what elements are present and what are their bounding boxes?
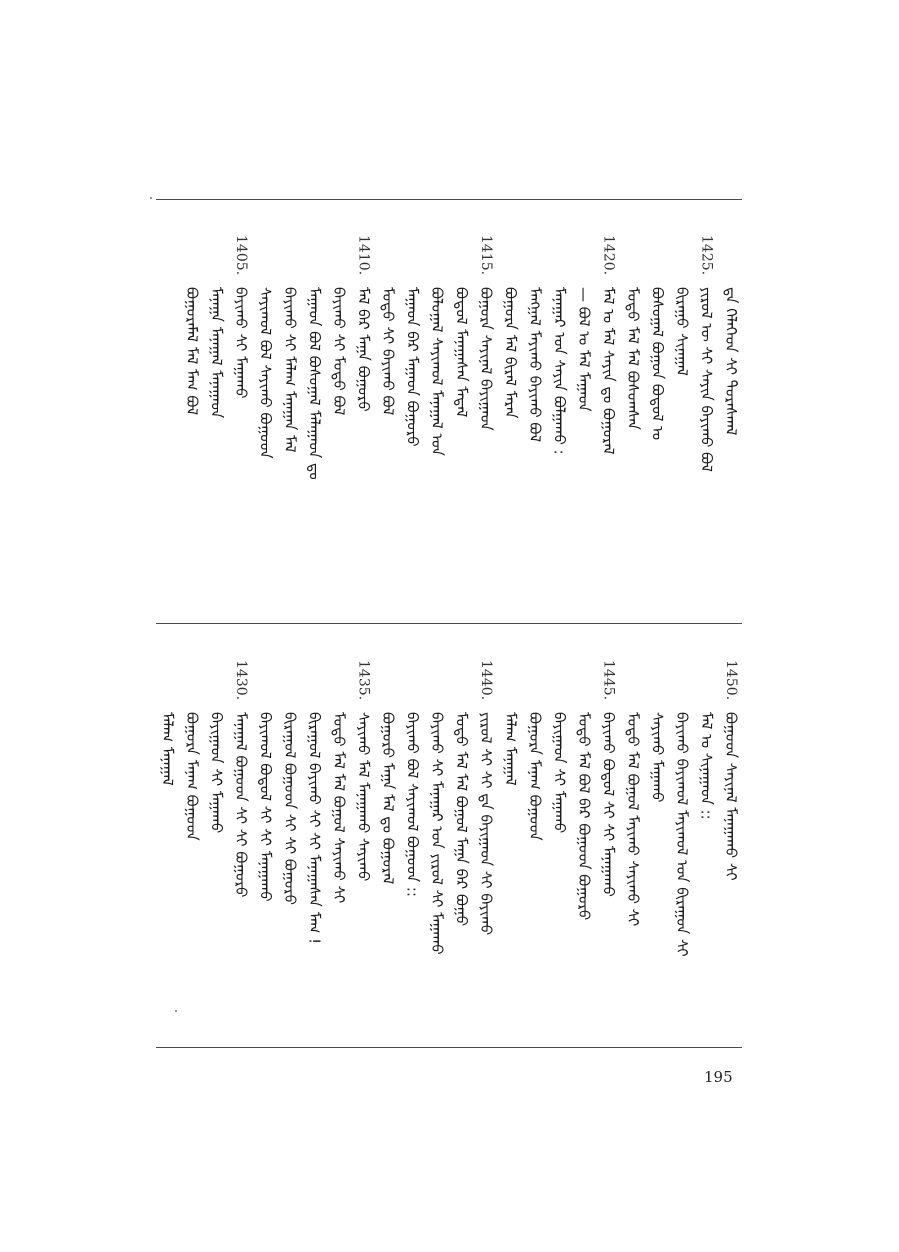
verse-line: ᠮᠠᠩᠭᠠᠯ ᠮᠠᠶᠢᠬᠤ ᠪᠠᠶᠢᠬᠤ ᠪᠣᠯ <box>526 287 544 443</box>
verse-line: ᠪᠠᠶᠢᠬᠤ ᠰᠢ ᠮᠠᠨᠠᠭᠠᠷ ᠤᠨ ᠶᠢᠷᠦᠯ ᠰᠢ ᠮᠠᠭᠠᠬᠤ <box>428 712 446 955</box>
lower-text-block <box>0 660 899 1040</box>
verse-line: ᠮᠠᠯ ᠤ ᠮᠠᠯ ᠰᠠᠶᠢᠨ ᠳᠤ ᠪᠣᠭᠣᠷᠠᠯ <box>599 287 618 455</box>
top-rule <box>156 199 742 200</box>
verse-line: ᠪᠣᠰᠤᠭᠠᠯ ᠪᠣᠭᠣᠨ ᠪᠣᠳᠣᠯ ᠤ <box>648 287 667 441</box>
verse-line: ᠪᠠᠶᠢᠬᠤ ᠪᠣᠳᠣᠯ ᠰᠢ ᠰᠢ ᠮᠠᠨᠠᠭᠠᠬᠤ <box>599 712 618 897</box>
page-number: 195 <box>704 1068 733 1086</box>
verse-line: ᠮᠣᠳᠣ ᠮᠠᠯ ᠪᠣᠭᠣᠯ ᠮᠠᠶᠢᠬᠤ ᠰᠠᠶᠢᠬᠤ ᠰᠢ <box>624 712 642 927</box>
verse-line: ᠪᠣᠭᠣᠷᠠᠮᠠᠯ ᠮᠠᠯ ᠮᠠᠭ ᠪᠣᠯ <box>183 287 201 416</box>
verse-line: ᠪᠢᠷᠠᠭᠤᠯ ᠪᠠᠶᠢᠬᠤ ᠰᠢ ᠰᠢ ᠮᠠᠨᠠᠭᠠᠰᠠᠨ ᠮᠠᠭ ! <box>305 712 324 945</box>
scan-speck <box>150 197 152 199</box>
line-number: 1405. <box>233 235 249 276</box>
verse-line: ᠰᠠᠶᠢᠬᠤ ᠮᠠᠭᠠᠬᠤ <box>648 712 667 803</box>
verse-line: ᠪᠠᠶᠢᠬᠤ ᠰᠢ ᠮᠠᠯᠠᠭ ᠮᠠᠨᠠᠭᠠᠨ ᠮᠠᠯ <box>281 287 299 453</box>
verse-line: ᠰᠠᠶᠢᠬᠤᠯ ᠪᠣᠯ ᠰᠠᠶᠢᠬᠤ ᠪᠣᠭᠣᠳ <box>256 287 275 459</box>
verse-line: ᠮᠠᠯ ᠪᠠᠷ ᠮᠠᠭᠠ ᠪᠣᠭᠣᠷᠤ <box>354 287 373 412</box>
verse-line: ᠮᠠᠨᠠᠭᠠᠷ ᠤᠨ ᠰᠠᠶᠢᠨ ᠪᠣᠯᠭᠠᠬᠤ : <box>550 287 569 455</box>
verse-line: ᠪᠠᠶᠢᠬᠤ ᠰᠢ ᠮᠠᠭᠠᠬᠤ <box>232 287 250 399</box>
verse-line: — ᠪᠣᠯ ᠤ ᠮᠠᠯ ᠮᠠᠭᠠᠳ <box>575 287 593 412</box>
verse-line: ᠪᠠᠶᠢᠬᠤ ᠪᠠᠶᠢᠬᠤᠯ ᠮᠠᠶᠢᠬᠤᠯ ᠤᠨ ᠪᠢᠷᠠᠭᠤᠨ ᠰᠢ <box>673 712 691 957</box>
verse-line: ᠪᠢᠷᠠᠭᠤ ᠰᠢᠨᠠᠭᠠᠯ <box>673 287 691 376</box>
verse-line: ᠪᠠᠶᠢᠭᠠᠳ ᠰᠢ ᠮᠠᠭᠠᠬᠤ <box>550 712 569 834</box>
verse-line: ᠪᠠᠶᠢᠭᠠᠳ ᠰᠢ ᠮᠠᠭᠠᠬᠤ <box>207 712 226 834</box>
verse-line: ᠶᠢᠷᠦᠯ ᠰᠢ ᠰᠢ ᠳᠠ ᠪᠠᠶᠢᠭᠠᠳ ᠰᠢ ᠪᠠᠶᠢᠬᠤ <box>477 712 495 936</box>
verse-line: ᠪᠠᠶᠢᠬᠤ ᠪᠣᠯ ᠰᠠᠶᠢᠬᠤᠯ ᠪᠣᠭᠣᠳ :: <box>403 712 422 898</box>
verse-line: ᠮᠣᠳᠣ ᠰᠢ ᠪᠠᠶᠢᠬᠤ ᠪᠣᠯ <box>379 287 397 416</box>
verse-line: ᠪᠣᠭᠣᠷᠤ ᠮᠠᠭᠠ ᠮᠠᠯ ᠳᠤ ᠪᠣᠭᠣᠷᠠᠯ <box>379 712 397 885</box>
line-number: 1445. <box>600 660 617 701</box>
verse-line: ᠮᠠᠨᠠᠭᠠ ᠮᠠᠨᠠᠭᠠᠯ ᠮᠠᠨᠠᠭᠠᠳ <box>207 287 226 419</box>
verse-line: ᠮᠣᠳᠣ ᠮᠠᠯ ᠪᠣᠯ ᠪᠠᠷ ᠪᠣᠭᠣᠳ ᠪᠣᠭᠣᠷᠤ <box>575 712 593 921</box>
verse-line: ᠮᠣᠳᠣ ᠮᠠᠯ ᠮᠠᠯ ᠪᠣᠭᠣᠯ ᠰᠠᠶᠢᠬᠤ ᠰᠢ <box>330 712 348 904</box>
line-number: 1430. <box>233 660 249 701</box>
verse-line: ᠮᠠᠯ ᠤ ᠰᠢᠨᠠᠭᠠᠳ :: <box>697 712 716 820</box>
verse-line: ᠮᠠᠨᠠᠭᠠᠯ ᠪᠣᠭᠣᠳ ᠰᠢ ᠰᠢ ᠪᠣᠭᠣᠷᠤ <box>232 712 250 898</box>
verse-line: ᠪᠠᠶᠢᠬᠤᠯ ᠪᠣᠳᠣᠯ ᠰᠢ ᠰᠢ ᠮᠠᠨᠠᠭᠠᠬᠤ <box>256 712 275 902</box>
bottom-rule <box>156 1047 742 1048</box>
verse-line: ᠮᠠᠯᠠᠭ ᠮᠠᠨᠠᠭᠠᠯ <box>501 712 520 786</box>
line-number: 1415. <box>478 235 494 276</box>
line-number: 1435. <box>355 660 372 701</box>
verse-line: ᠶᠢᠷᠦᠯ ᠦ ᠰᠢ ᠰᠠᠶᠢᠨ ᠪᠠᠶᠢᠬᠤ ᠪᠣᠯ <box>697 287 716 472</box>
verse-line: ᠪᠣᠳᠣᠯ ᠮᠠᠨᠠᠭᠠᠰᠠᠨ ᠮᠠᠳᠠᠯ <box>452 287 471 418</box>
line-number: 1425. <box>698 235 715 276</box>
line-number: 1420. <box>600 235 617 276</box>
scan-speck <box>175 1010 177 1012</box>
verse-line: ᠮᠠᠭᠠᠳ ᠪᠣᠯ ᠪᠣᠰᠣᠭᠠᠯ ᠮᠠᠯᠠᠭᠠᠳ ᠳᠤ <box>305 287 324 480</box>
verse-line: ᠪᠣᠭᠣᠷᠠ ᠮᠠᠯ ᠪᠢᠷᠠᠯ ᠮᠠᠷᠠᠨ <box>501 287 520 419</box>
middle-rule <box>156 623 742 624</box>
verse-line: ᠪᠢᠷᠠᠭᠤᠯ ᠪᠣᠭᠣᠳ ᠰᠢ ᠰᠢ ᠪᠣᠭᠣᠷᠤ <box>281 712 299 905</box>
line-number: 1410. <box>355 235 372 276</box>
verse-line: ᠪᠣᠭᠣᠷᠠ ᠮᠠᠨᠠᠭ ᠪᠣᠭᠣᠳ <box>183 712 201 841</box>
verse-line: ᠪᠣᠯᠣᠭᠠᠯ ᠰᠠᠶᠢᠬᠤᠯ ᠮᠠᠨᠠᠭᠠᠯ ᠤᠨ <box>428 287 446 456</box>
verse-line: ᠮᠠᠭᠠᠳ ᠪᠠᠷ ᠮᠠᠭᠠᠳ ᠪᠣᠭᠣᠷᠤ <box>403 287 422 447</box>
verse-line: ᠮᠣᠳᠣ ᠮᠠᠯ ᠮᠠᠯ ᠪᠣᠭᠣᠯ ᠮᠠᠭᠠ ᠪᠠᠷ ᠪᠣᠭᠣ <box>452 712 471 926</box>
upper-text-block <box>0 235 899 615</box>
verse-line: ᠪᠣᠭᠣᠷᠠ ᠰᠠᠶᠢᠨᠠᠯ ᠪᠠᠶᠢᠭᠠᠳ <box>477 287 495 431</box>
verse-line: ᠮᠠᠯᠠᠭ ᠮᠠᠨᠠᠭᠠᠯ <box>158 712 177 786</box>
verse-line: ᠪᠠᠶᠢᠬᠤ ᠰᠢ ᠮᠣᠳᠣ ᠪᠣᠯ <box>330 287 348 416</box>
line-number: 1450. <box>723 660 739 701</box>
verse-line: ᠪᠣᠭᠣᠷᠠ ᠮᠠᠨᠠᠭ ᠪᠣᠭᠣᠳ <box>526 712 544 841</box>
verse-line: ᠮᠣᠳᠣ ᠮᠠᠯ ᠮᠠᠯ ᠪᠣᠰᠣᠭᠰᠠᠨ <box>624 287 642 430</box>
line-number: 1440. <box>478 660 494 701</box>
verse-line: ᠳᠠ ᠬᠡᠯᠡᠭᠡᠳ ᠰᠢ ᠳᠤᠷᠠᠰᠬᠠᠯ <box>722 287 740 436</box>
verse-line: ᠪᠣᠭᠣᠳ ᠰᠠᠶᠢᠨᠠᠯ ᠮᠠᠨᠠᠭᠠᠬᠤ ᠰᠢ <box>722 712 740 881</box>
verse-line: ᠰᠠᠶᠢᠬᠤ ᠮᠠᠯ ᠮᠠᠨᠠᠭᠠᠬᠤ ᠰᠠᠶᠢᠬᠤ <box>354 712 373 882</box>
